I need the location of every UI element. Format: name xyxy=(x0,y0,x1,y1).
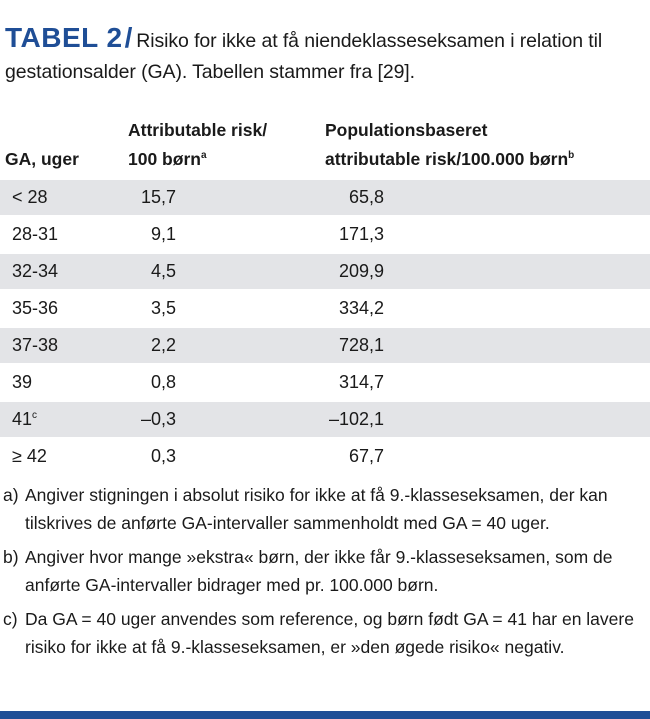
footnote-b xyxy=(0,543,650,599)
cell-ar: 0,3 xyxy=(150,446,176,466)
cell-ga xyxy=(12,180,48,215)
cell-ga-text: 37-38 xyxy=(12,335,59,355)
footnote-text: Angiver stigningen i absolut risiko for ikke at få 9.-klasseseksamen, der kan tilskrives de anførte GA-intervaller sammenholdt med GA = 40 uger. xyxy=(25,485,608,533)
header-par-sup: b xyxy=(568,150,575,162)
table-row xyxy=(0,400,650,437)
cell-ar: 2,2 xyxy=(150,335,176,355)
cell-ga xyxy=(12,365,32,400)
cell-ar: 4,5 xyxy=(150,261,176,281)
cell-ar: 0,8 xyxy=(150,372,176,392)
header-par-line2 xyxy=(325,145,574,174)
cell-ga-text: 35-36 xyxy=(12,298,59,318)
cell-par: 728,1 xyxy=(338,335,384,355)
footnote-text: Da GA = 40 uger anvendes som reference, og børn født GA = 41 har en lavere risiko for ikke at få 9.-klasseseksamen, er »den øgede risiko« negativ. xyxy=(25,609,634,657)
cell-ar: –0,3 xyxy=(140,409,176,429)
cell-par: –102,1 xyxy=(328,409,384,429)
header-ar-line2-text: 100 børn xyxy=(128,149,201,169)
header-par-line2-text: attributable risk/100.000 børn xyxy=(325,149,569,169)
cell-ga-text: 32-34 xyxy=(12,261,59,281)
table-footnotes xyxy=(0,481,650,667)
cell-par: 67,7 xyxy=(348,446,384,466)
table-header xyxy=(0,112,650,178)
table-row xyxy=(0,289,650,326)
header-ga: GA, uger xyxy=(5,149,79,169)
cell-par: 334,2 xyxy=(338,298,384,318)
header-ar-line2 xyxy=(128,145,267,174)
footnote-marker: a) xyxy=(3,485,19,505)
cell-ga xyxy=(12,291,58,326)
table-row xyxy=(0,437,650,474)
cell-ga xyxy=(12,254,58,289)
cell-ar: 3,5 xyxy=(150,298,176,318)
caption-text: Risiko for ikke at få niendeklasseseksamen i relation til gestationsalder (GA). Tabellen stammer fra [29]. xyxy=(5,30,603,83)
footnote-a xyxy=(0,481,650,537)
table-row xyxy=(0,215,650,252)
table-body xyxy=(0,178,650,474)
footnote-marker: c) xyxy=(3,609,18,629)
header-ar-line1: Attributable risk/ xyxy=(128,120,268,140)
table-caption xyxy=(5,22,635,88)
cell-par: 209,9 xyxy=(338,261,384,281)
header-population-risk xyxy=(325,116,574,174)
caption-slash: / xyxy=(124,22,133,53)
cell-ga-text: 41 xyxy=(12,409,33,429)
table-row xyxy=(0,363,650,400)
table-row xyxy=(0,252,650,289)
footnote-text: Angiver hvor mange »ekstra« børn, der ikke får 9.-klasseseksamen, som de anførte GA-intervaller bidrager med pr. 100.000 børn. xyxy=(25,547,613,595)
cell-ga-sup: c xyxy=(32,410,38,421)
cell-ga xyxy=(12,439,47,474)
cell-ar: 9,1 xyxy=(150,224,176,244)
table-row xyxy=(0,326,650,363)
cell-ga-text: < 28 xyxy=(12,187,48,207)
cell-par: 314,7 xyxy=(338,372,384,392)
cell-par: 65,8 xyxy=(348,187,384,207)
header-attributable-risk xyxy=(128,116,267,174)
cell-ga xyxy=(12,402,37,437)
cell-ga-text: 39 xyxy=(12,372,33,392)
cell-par: 171,3 xyxy=(338,224,384,244)
footnote-c xyxy=(0,605,650,661)
header-par-line1: Populationsbaseret xyxy=(325,120,488,140)
footnote-marker: b) xyxy=(3,547,19,567)
cell-ga-text: ≥ 42 xyxy=(12,446,47,466)
cell-ar: 15,7 xyxy=(140,187,176,207)
table-label: TABEL 2 xyxy=(5,22,123,53)
header-ar-sup: a xyxy=(200,150,207,162)
cell-ga-text: 28-31 xyxy=(12,224,59,244)
bottom-rule xyxy=(0,711,650,719)
cell-ga xyxy=(12,328,58,363)
table-row xyxy=(0,178,650,215)
cell-ga xyxy=(12,217,58,252)
